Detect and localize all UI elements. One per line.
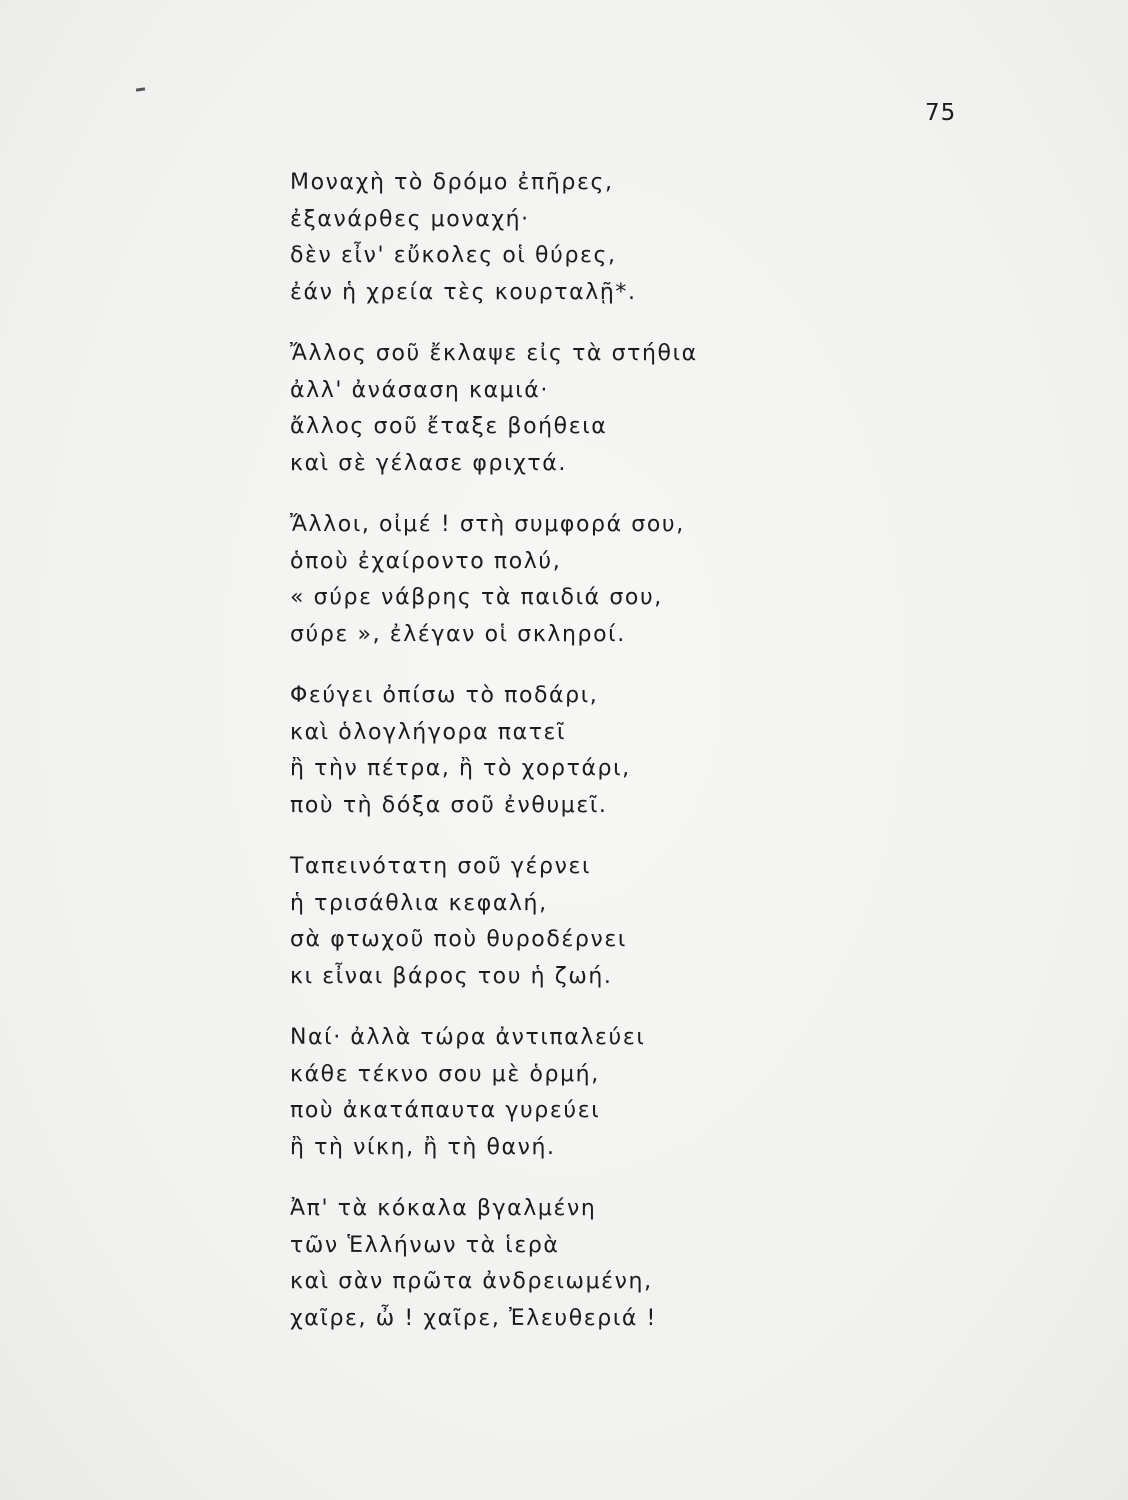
poem-line: καὶ σὰν πρῶτα ἀνδρειωμένη,	[290, 1269, 653, 1294]
stanza	[290, 165, 830, 311]
stanza	[290, 849, 830, 995]
poem-line: καὶ σὲ γέλασε φριχτά.	[290, 450, 567, 476]
poem-line: Μοναχὴ τὸ δρόμο ἐπῆρες,	[290, 170, 614, 195]
stanza	[290, 678, 830, 824]
poem	[290, 165, 830, 1362]
stanza	[290, 507, 830, 653]
stanza	[290, 1020, 830, 1166]
stanza	[290, 336, 830, 482]
poem-line: καὶ ὁλογλήγορα πατεῖ	[290, 719, 567, 745]
poem-line: σὰ φτωχοῦ ποὺ θυροδέρνει	[290, 927, 627, 952]
poem-line: Ταπεινότατη σοῦ γέρνει	[290, 854, 592, 879]
poem-line: σύρε », ἐλέγαν οἱ σκληροί.	[290, 621, 626, 647]
poem-line: ἀλλ' ἀνάσαση καμιά·	[290, 377, 550, 403]
poem-line: ποὺ τὴ δόξα σοῦ ἐνθυμεῖ.	[290, 792, 608, 818]
poem-line: ποὺ ἀκατάπαυτα γυρεύει	[290, 1098, 601, 1123]
poem-line: δὲν εἶν' εὔκολες οἱ θύρες,	[290, 243, 617, 268]
poem-line: κι εἶναι βάρος του ἡ ζωή.	[290, 963, 613, 989]
page-number: 75	[925, 100, 957, 126]
poem-line: ἡ τρισάθλια κεφαλή,	[290, 890, 548, 916]
poem-line: Ναί· ἀλλὰ τώρα ἀντιπαλεύει	[290, 1025, 646, 1050]
poem-line: Ἄλλος σοῦ ἔκλαψε εἰς τὰ στήθια	[290, 341, 698, 366]
poem-line: ἢ τὴ νίκη, ἢ τὴ θανή.	[290, 1134, 556, 1160]
poem-line: χαῖρε, ὦ ! χαῖρε, Ἐλευθεριά !	[290, 1305, 657, 1331]
poem-line: Φεύγει ὀπίσω τὸ ποδάρι,	[290, 683, 599, 708]
ink-mark	[136, 87, 145, 91]
poem-line: κάθε τέκνο σου μὲ ὁρμή,	[290, 1061, 600, 1087]
poem-line: « σύρε νάβρης τὰ παιδιά σου,	[290, 585, 663, 610]
poem-line: ἄλλος σοῦ ἔταξε βοήθεια	[290, 414, 608, 439]
poem-line: Ἄλλοι, οἰμέ ! στὴ συμφορά σου,	[290, 512, 685, 537]
stanza	[290, 1191, 830, 1337]
poem-line: ἐξανάρθες μοναχή·	[290, 206, 530, 232]
poem-line: ἢ τὴν πέτρα, ἢ τὸ χορτάρι,	[290, 756, 631, 781]
poem-line: τῶν Ἑλλήνων τὰ ἱερὰ	[290, 1232, 560, 1258]
poem-line: ἐάν ἡ χρεία τὲς κουρταλῇ*.	[290, 279, 637, 305]
poem-line: Ἀπ' τὰ κόκαλα βγαλμένη	[290, 1196, 597, 1221]
poem-line: ὁποὺ ἐχαίροντο πολύ,	[290, 548, 562, 574]
